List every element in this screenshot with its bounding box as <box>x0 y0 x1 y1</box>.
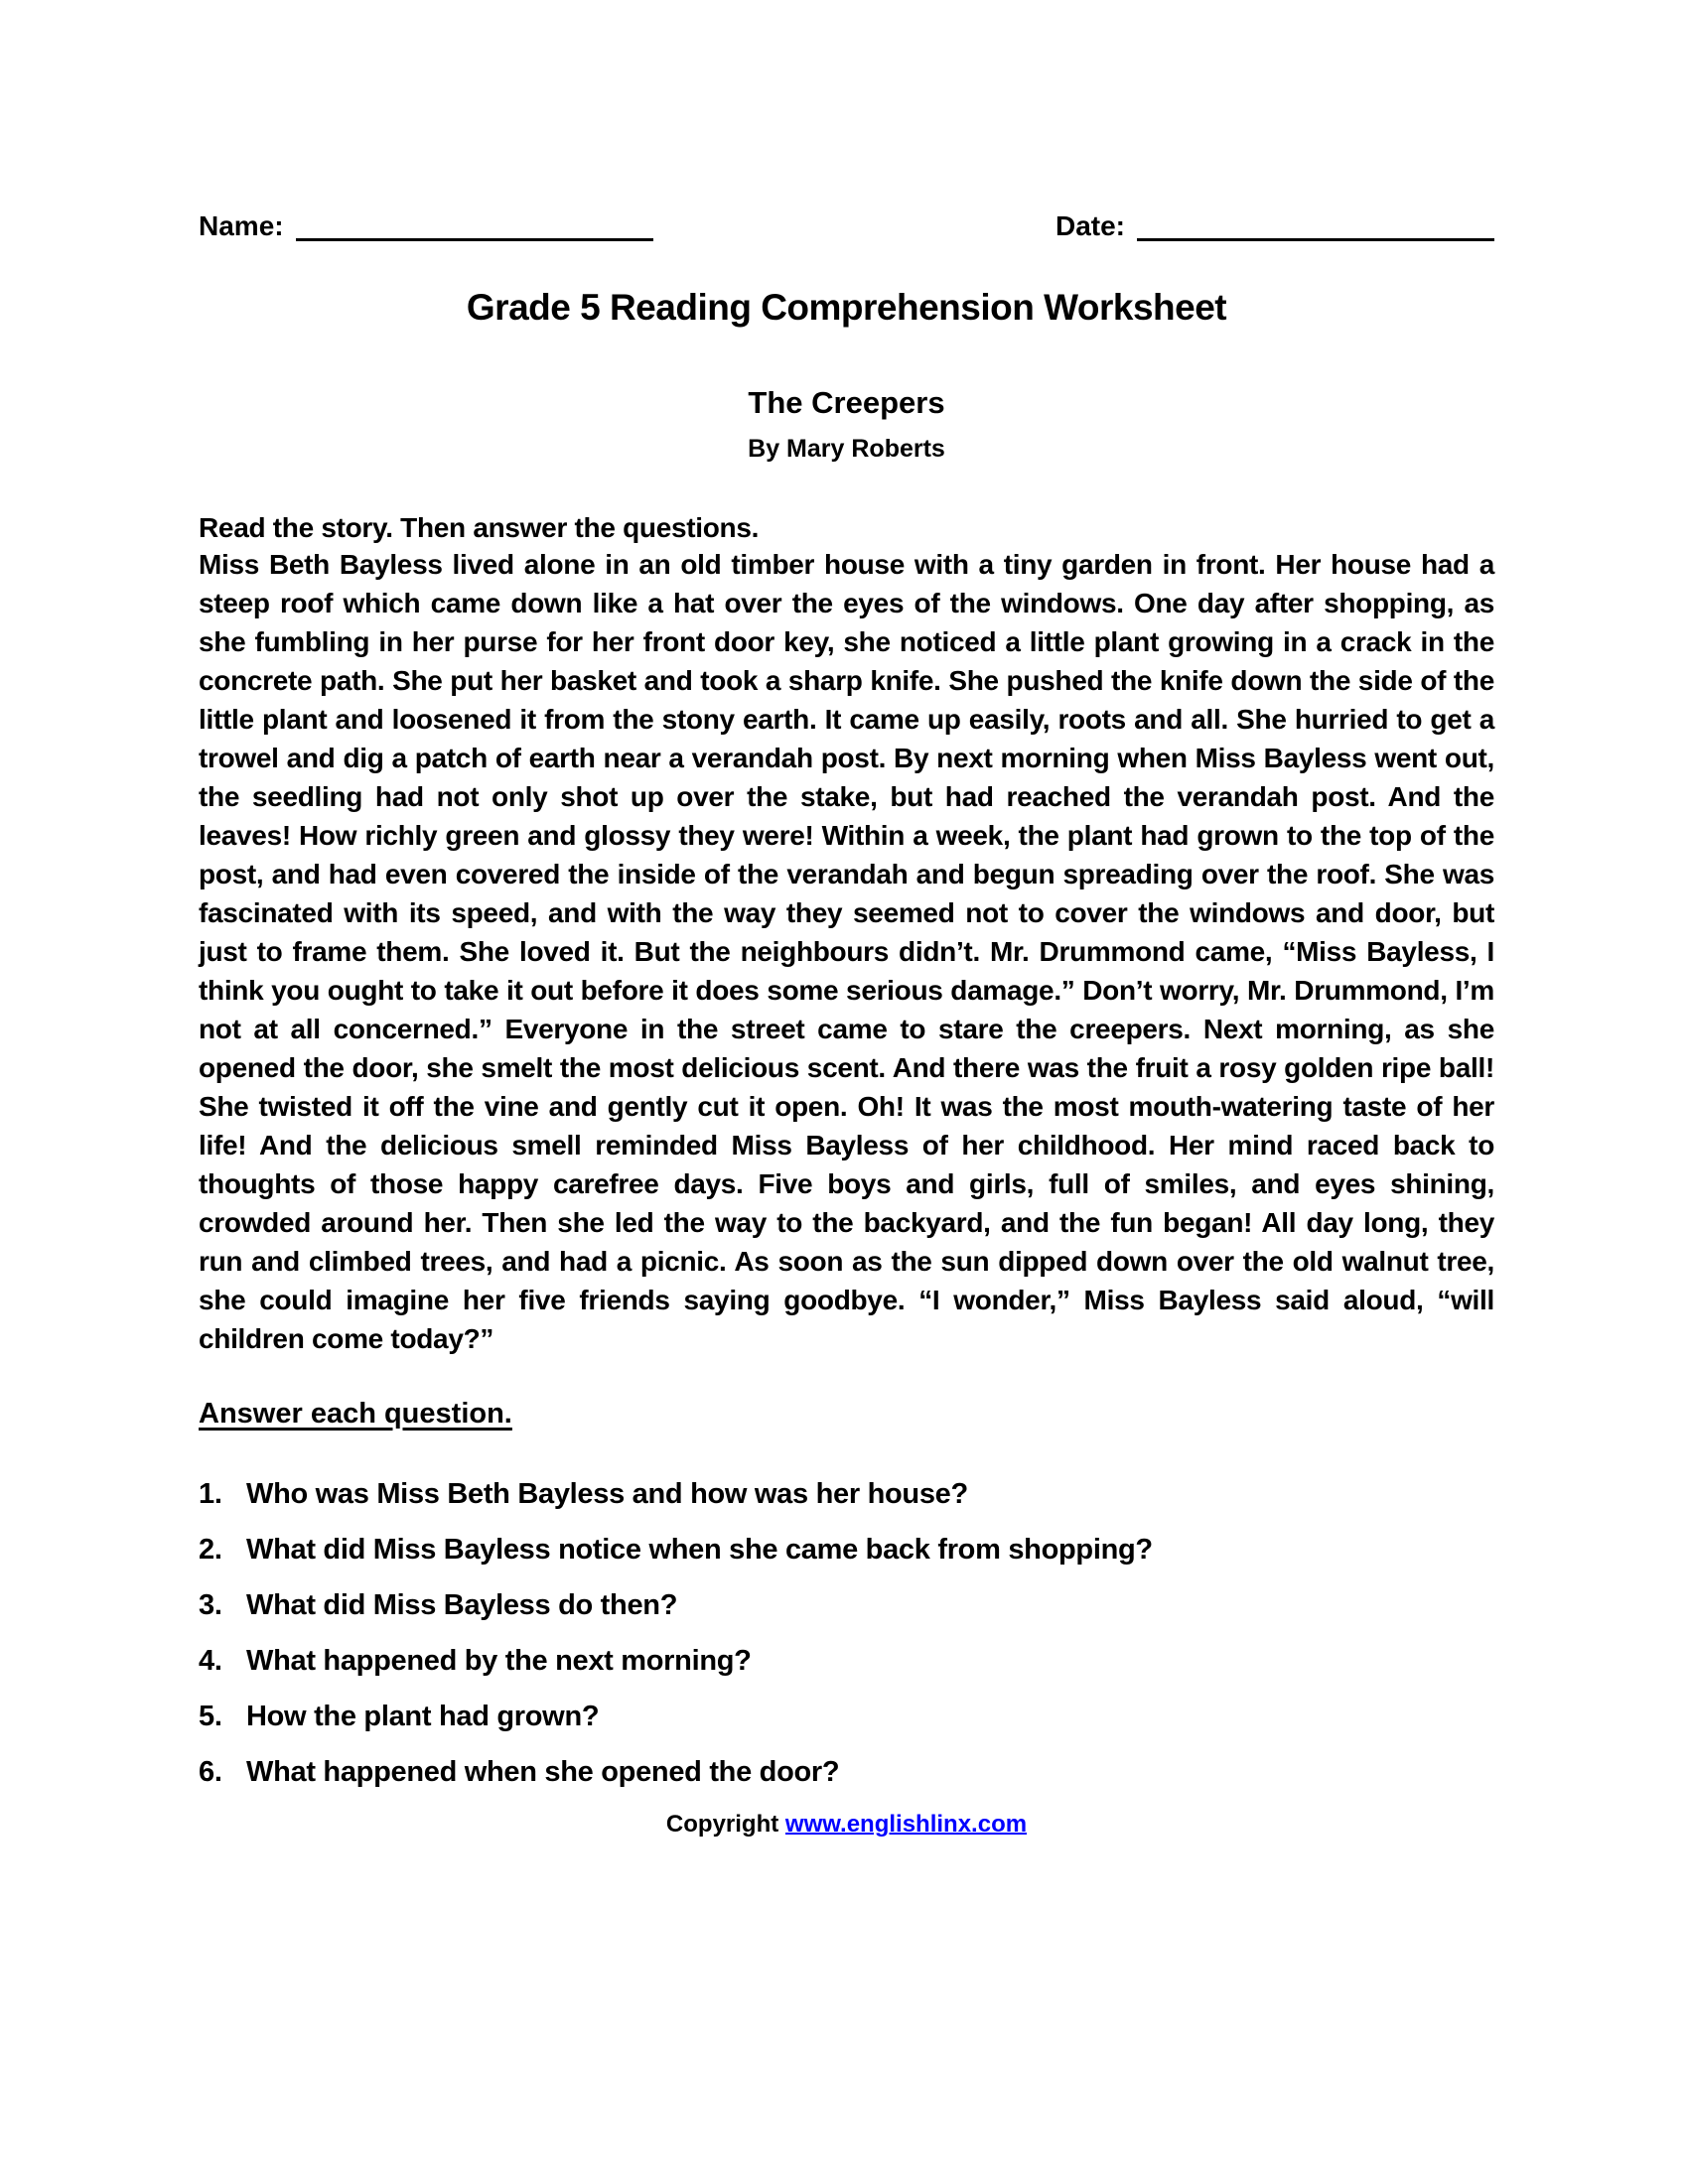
question-list <box>199 1476 1494 1790</box>
question-number: 4. <box>199 1645 222 1677</box>
date-field <box>1055 211 1494 241</box>
question-number: 1. <box>199 1478 222 1510</box>
page-title: Grade 5 Reading Comprehension Worksheet <box>466 287 1227 328</box>
footer <box>199 1810 1494 1840</box>
question-text: What happened by the next morning? <box>246 1645 752 1677</box>
question-text: Who was Miss Beth Bayless and how was her house? <box>246 1478 968 1510</box>
question-item <box>199 1754 1494 1790</box>
copyright-link[interactable]: www.englishlinx.com <box>784 1811 1028 1838</box>
date-blank-line <box>1137 212 1494 241</box>
question-text: What did Miss Bayless notice when she came back from shopping? <box>246 1534 1153 1566</box>
question-item <box>199 1643 1494 1679</box>
answer-heading-wrap <box>199 1396 1494 1436</box>
question-item <box>199 1587 1494 1623</box>
story-author: By Mary Roberts <box>748 435 945 463</box>
name-blank-line <box>296 212 653 241</box>
date-label: Date: <box>1055 210 1125 241</box>
copyright-label: Copyright <box>665 1811 785 1838</box>
name-label: Name: <box>199 210 284 241</box>
name-field <box>199 211 653 241</box>
question-text: What did Miss Bayless do then? <box>246 1589 678 1621</box>
header-row <box>199 204 1494 241</box>
question-text: What happened when she opened the door? <box>246 1756 840 1788</box>
question-number: 5. <box>199 1701 222 1732</box>
question-text: How the plant had grown? <box>246 1701 600 1732</box>
story-text: Miss Beth Bayless lived alone in an old timber house with a tiny garden in front. Her house had a steep roof which came down like a hat over the eyes of the windows. One day after shopping, as she fumbling in her purse for her front door key, she noticed a little plant growing in a crack in the concrete path. She put her basket and took a sharp knife. She pushed the knife down the side of the little plant and loosened it from the stony earth. It came up easily, roots and all. She hurried to get a trowel and dig a patch of earth near a verandah post. By next morning when Miss Bayless went out, the seedling had not only shot up over the stake, but had reached the verandah post. And the leaves! How richly green and glossy they were! Within a week, the plant had grown to the top of the post, and had even covered the inside of the verandah and begun spreading over the roof. She was fascinated with its speed, and with the way they seemed not to cover the windows and door, but just to frame them. She loved it. But the neighbours didn’t. Mr. Drummond came, “Miss Bayless, I think you ought to take it out before it does some serious damage.” Don’t worry, Mr. Drummond, I’m not at all concerned.” Everyone in the street came to stare the creepers. Next morning, as she opened the door, she smelt the most delicious scent. And there was the fruit a rosy golden ripe ball! She twisted it off the vine and gently cut it open. Oh! It was the most mouth-watering taste of her life! And the delicious smell reminded Miss Bayless of her childhood. Her mind raced back to thoughts of those happy carefree days. Five boys and girls, full of smiles, and eyes shining, crowded around her. Then she led the way to the backyard, and the fun began! All day long, they run and climbed trees, and had a picnic. As soon as the sun dipped down over the old walnut tree, she could imagine her five friends saying goodbye. “I wonder,” Miss Bayless said aloud, “will children come today?” <box>199 549 1494 1354</box>
answer-heading: Answer each question. <box>199 1398 512 1430</box>
question-number: 6. <box>199 1756 222 1788</box>
question-item <box>199 1476 1494 1512</box>
question-number: 3. <box>199 1589 222 1621</box>
story-instructions: Read the story. Then answer the questions. <box>199 512 760 543</box>
question-item <box>199 1532 1494 1568</box>
question-number: 2. <box>199 1534 222 1566</box>
question-item <box>199 1699 1494 1734</box>
story-title: The Creepers <box>748 385 945 420</box>
